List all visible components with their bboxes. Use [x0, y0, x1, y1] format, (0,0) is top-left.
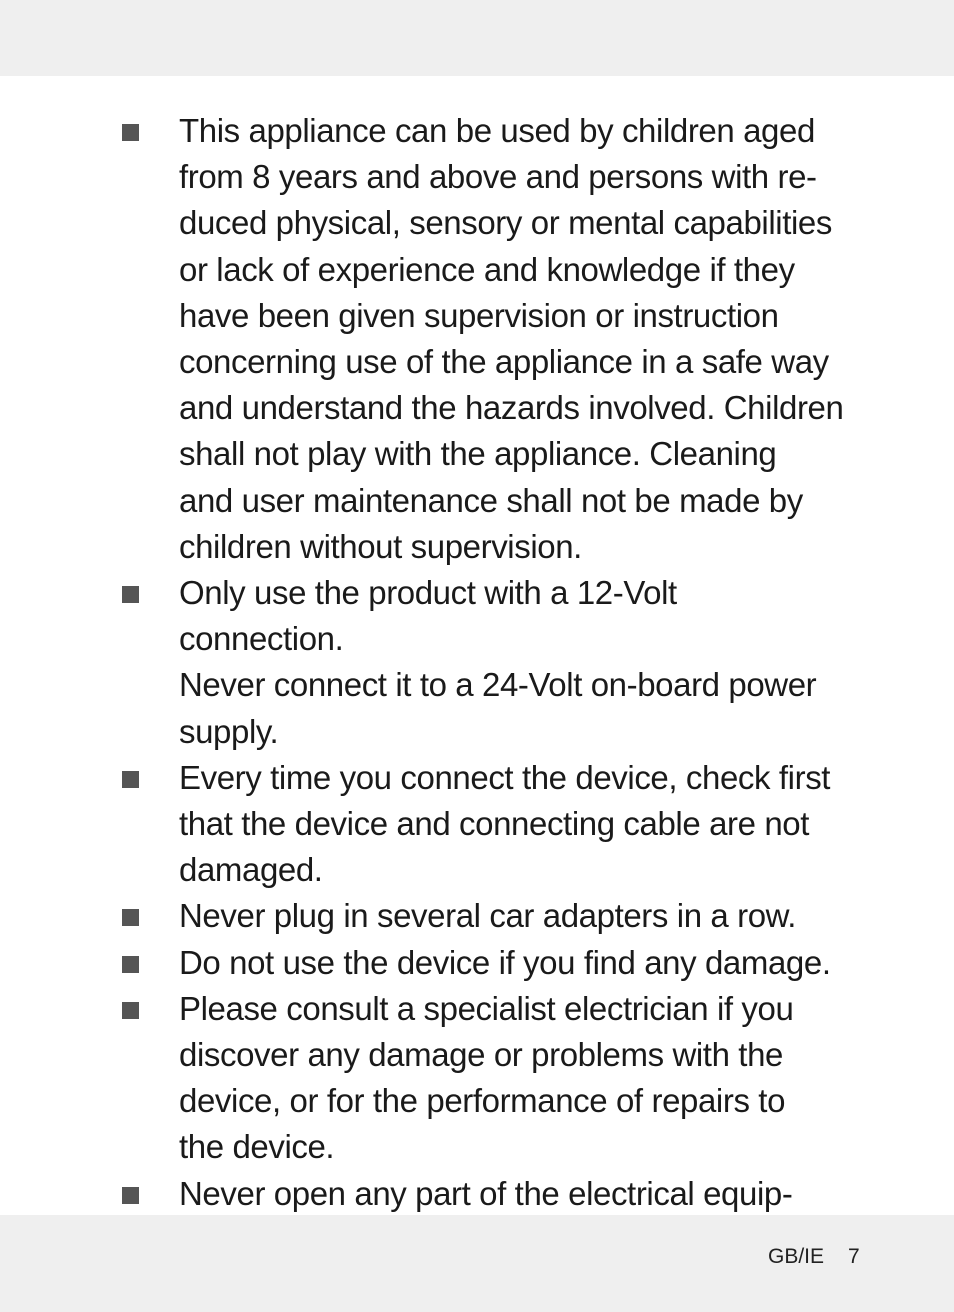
- list-item: [0, 108, 954, 570]
- square-bullet-icon: [122, 956, 139, 973]
- list-item-text: Do not use the device if you find any damage.: [179, 943, 831, 981]
- footer-region-label: GB/IE: [768, 1245, 825, 1268]
- square-bullet-icon: [122, 909, 139, 926]
- square-bullet-icon: [122, 1002, 139, 1019]
- safety-instructions-list: [0, 108, 954, 1217]
- list-item-text: This appliance can be used by children aged from 8 years and above and persons with re- duced physical, sensory or mental capabilities or lack of experience and knowledge if they have been given supervision or instruction concerning use of the appliance in a safe way and understand the hazards involved. Children shall not play with the appliance. Cleaning and user maintenance shall not be made by children without supervision.: [179, 112, 844, 565]
- square-bullet-icon: [122, 586, 139, 603]
- list-item: [0, 893, 954, 939]
- square-bullet-icon: [122, 124, 139, 141]
- list-item: [0, 986, 954, 1171]
- page-number: 7: [848, 1245, 860, 1268]
- list-item-text: Please consult a specialist electrician if you discover any damage or problems with the device, or for the performance of repairs to the device.: [179, 989, 794, 1166]
- square-bullet-icon: [122, 1187, 139, 1204]
- list-item-text: Every time you connect the device, check first that the device and connecting cable are not damaged.: [179, 758, 831, 889]
- list-item: [0, 1171, 954, 1217]
- list-item: [0, 755, 954, 894]
- list-item-text: Never open any part of the electrical equip-: [179, 1174, 793, 1212]
- list-item: [0, 940, 954, 986]
- list-item: [0, 570, 954, 755]
- list-item-text: Only use the product with a 12-Volt connection. Never connect it to a 24-Volt on-board power supply.: [179, 574, 817, 750]
- header-band: [0, 0, 954, 76]
- list-item-text: Never plug in several car adapters in a row.: [179, 897, 797, 935]
- square-bullet-icon: [122, 771, 139, 788]
